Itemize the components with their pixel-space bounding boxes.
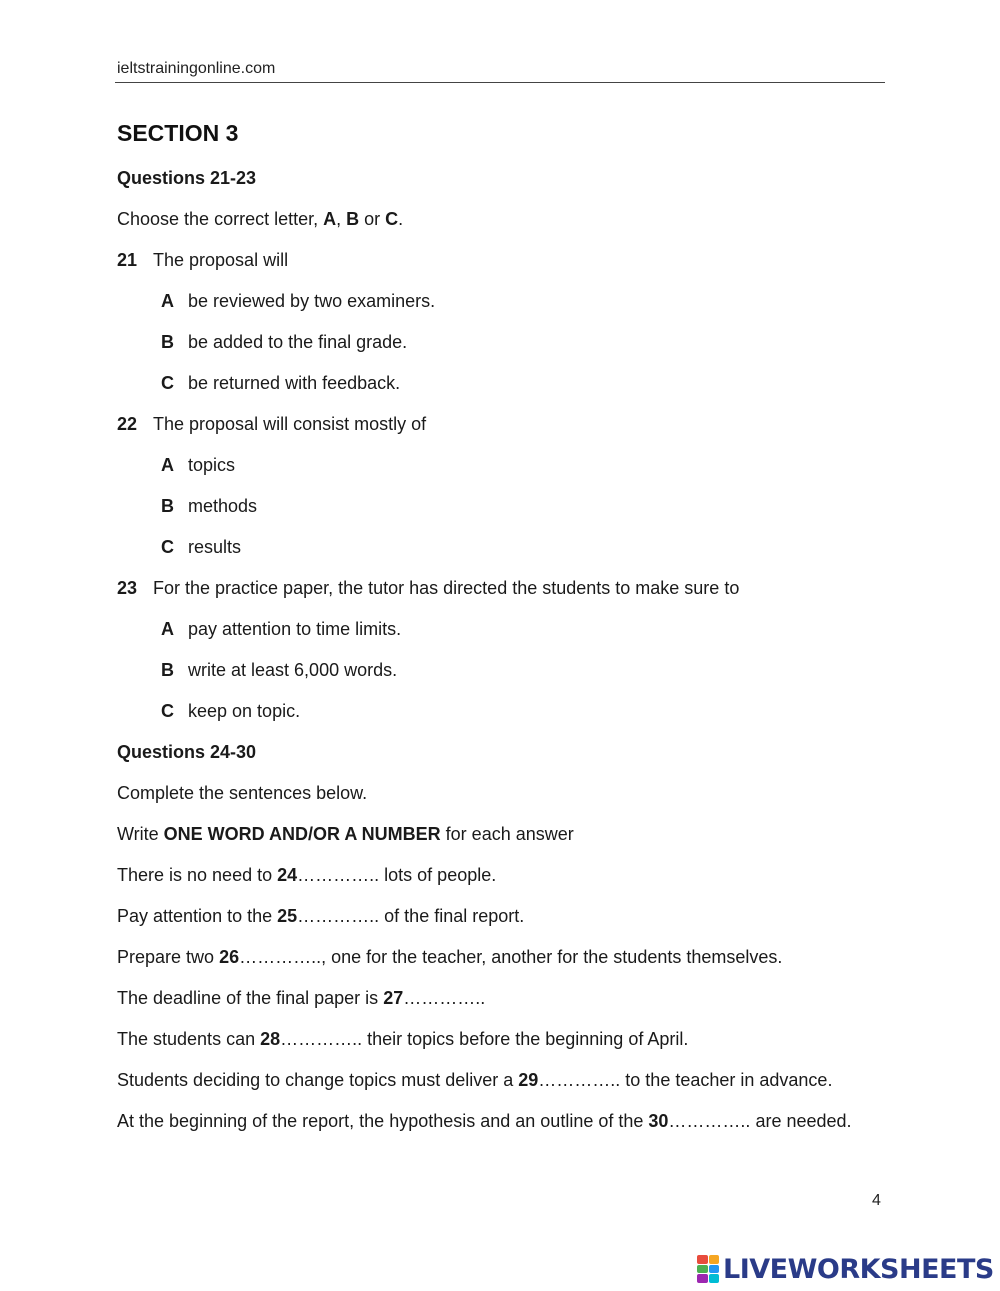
logo-block bbox=[709, 1255, 720, 1264]
liveworksheets-logo[interactable] bbox=[697, 1252, 994, 1286]
sentence-26: Prepare two 26………….., one for the teacher, another for the students themselves. bbox=[117, 947, 783, 967]
option-22-c[interactable]: C results bbox=[161, 537, 242, 557]
section-title: SECTION 3 bbox=[117, 120, 239, 146]
sentence-30: At the beginning of the report, the hypothesis and an outline of the 30………….. are needed. bbox=[117, 1111, 852, 1131]
option-23-b[interactable]: B write at least 6,000 words. bbox=[161, 660, 398, 680]
question-23: 23 For the practice paper, the tutor has directed the students to make sure to bbox=[117, 578, 740, 598]
choose-letter-instruction: Choose the correct letter, A, B or C. bbox=[117, 209, 404, 229]
questions-24-30-heading: Questions 24-30 bbox=[117, 742, 257, 762]
option-22-b[interactable]: B methods bbox=[161, 496, 258, 516]
logo-block bbox=[697, 1255, 708, 1264]
answer-blank-29[interactable]: ………….. bbox=[538, 1070, 621, 1090]
sentence-24: There is no need to 24………….. lots of people. bbox=[117, 865, 497, 885]
complete-sentences-instruction: Complete the sentences below. bbox=[117, 783, 368, 803]
sentence-28: The students can 28………….. their topics before the beginning of April. bbox=[117, 1029, 689, 1049]
option-21-b[interactable]: B be added to the final grade. bbox=[161, 332, 408, 352]
liveworksheets-blocks-icon bbox=[697, 1255, 719, 1283]
option-22-a[interactable]: A topics bbox=[161, 455, 236, 475]
site-url: ieltstrainingonline.com bbox=[117, 60, 276, 77]
question-21: 21 The proposal will bbox=[117, 250, 289, 270]
logo-block bbox=[709, 1265, 720, 1274]
answer-blank-25[interactable]: ………….. bbox=[297, 906, 380, 926]
answer-blank-26[interactable]: ………….. bbox=[239, 947, 322, 967]
logo-block bbox=[697, 1265, 708, 1274]
option-21-c[interactable]: C be returned with feedback. bbox=[161, 373, 401, 393]
sentence-27: The deadline of the final paper is 27………….. bbox=[117, 988, 486, 1008]
option-21-a[interactable]: A be reviewed by two examiners. bbox=[161, 291, 436, 311]
answer-blank-30[interactable]: ………….. bbox=[668, 1111, 751, 1131]
sentence-29: Students deciding to change topics must deliver a 29………….. to the teacher in advance. bbox=[117, 1070, 833, 1090]
header-divider bbox=[115, 82, 885, 83]
brand-name: LIVEWORKSHEETS bbox=[723, 1253, 994, 1285]
sentence-25: Pay attention to the 25………….. of the final report. bbox=[117, 906, 525, 926]
logo-block bbox=[697, 1274, 708, 1283]
question-22: 22 The proposal will consist mostly of bbox=[117, 414, 427, 434]
option-23-c[interactable]: C keep on topic. bbox=[161, 701, 301, 721]
questions-21-23-heading: Questions 21-23 bbox=[117, 168, 257, 188]
logo-block bbox=[709, 1274, 720, 1283]
answer-blank-28[interactable]: ………….. bbox=[280, 1029, 363, 1049]
option-23-a[interactable]: A pay attention to time limits. bbox=[161, 619, 402, 639]
answer-blank-27[interactable]: ………….. bbox=[403, 988, 486, 1008]
word-limit-instruction: Write ONE WORD AND/OR A NUMBER for each answer bbox=[117, 824, 574, 844]
answer-blank-24[interactable]: ………….. bbox=[297, 865, 380, 885]
page-number: 4 bbox=[872, 1192, 881, 1209]
